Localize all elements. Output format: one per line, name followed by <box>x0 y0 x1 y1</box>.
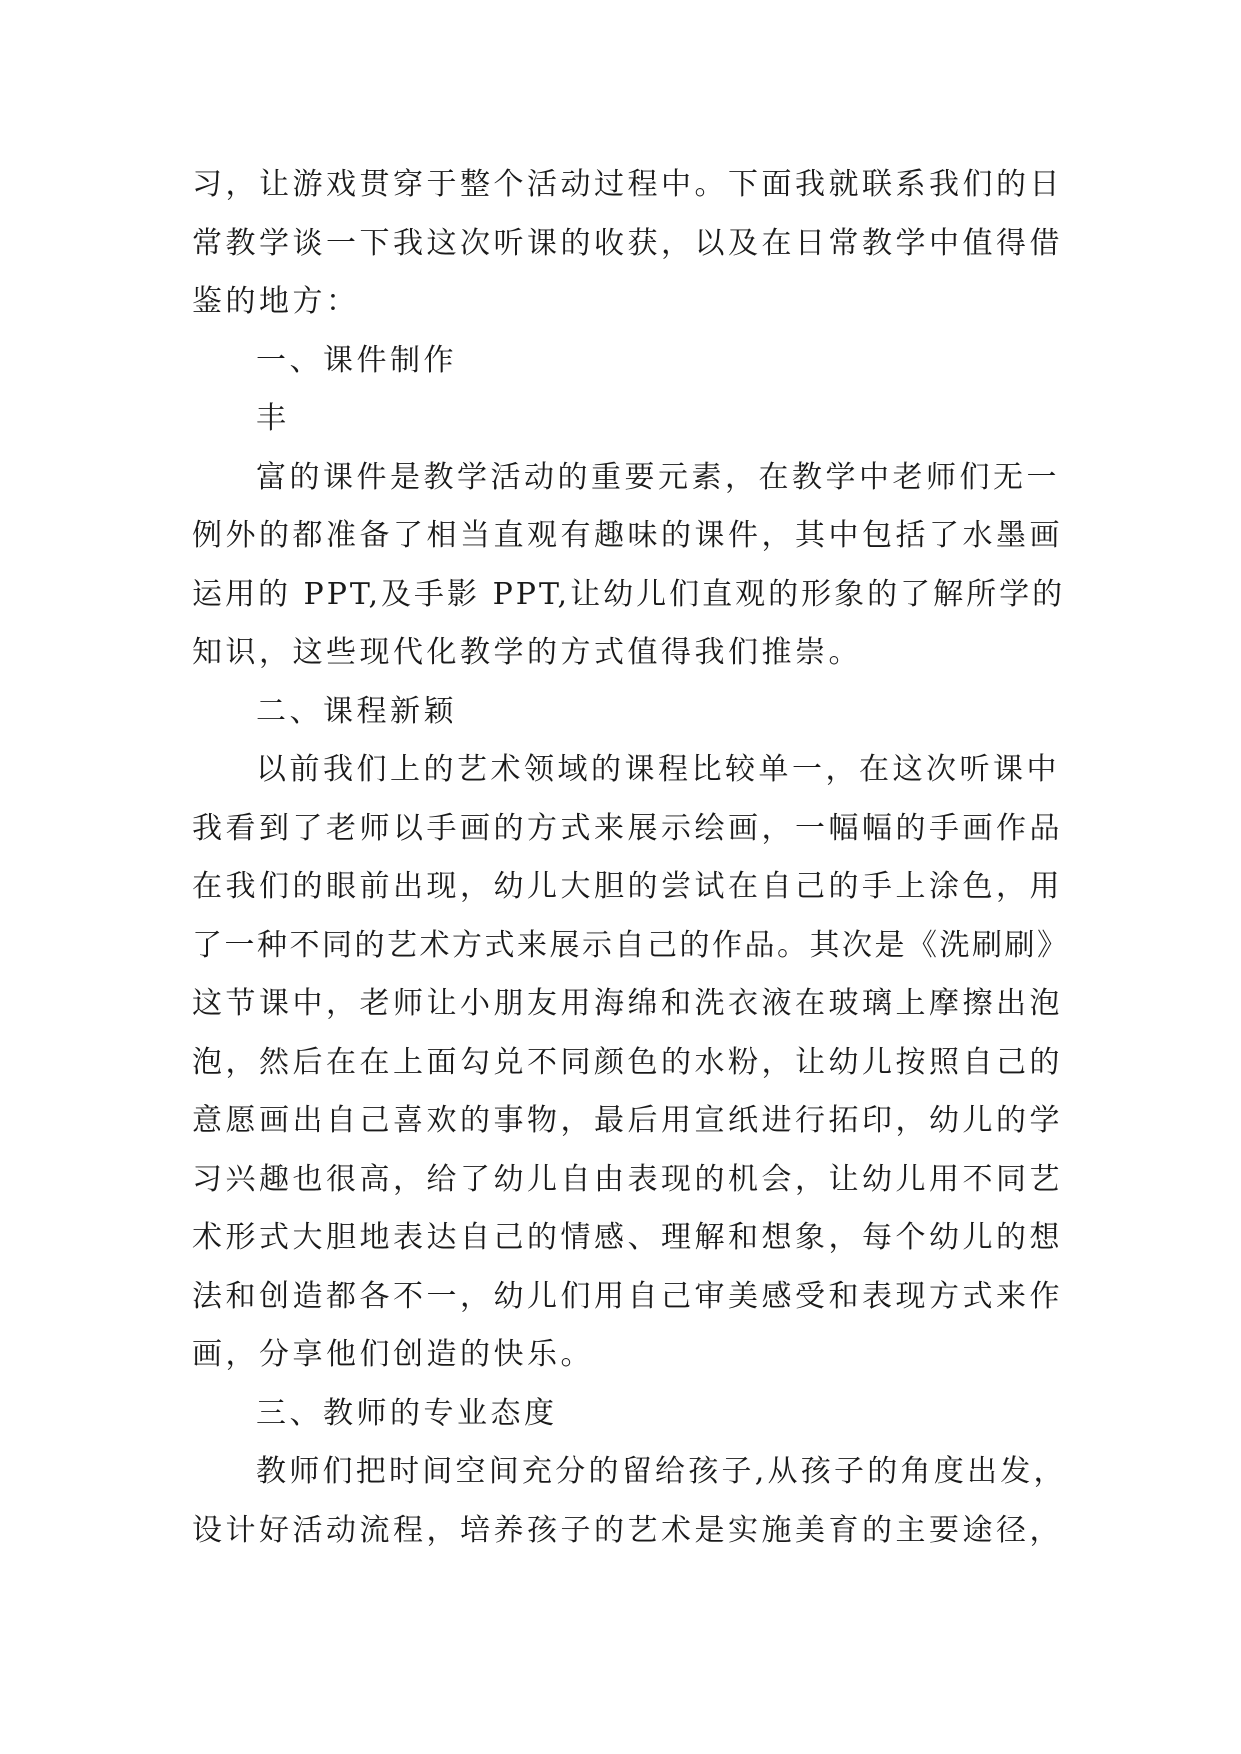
document-body <box>192 156 1070 1560</box>
text-line: 术形式大胆地表达自己的情感、理解和想象，每个幼儿的想 <box>192 1220 1063 1255</box>
text-line: 设计好活动流程，培养孩子的艺术是实施美育的主要途径， <box>192 1512 1063 1548</box>
text-line: 画，分享他们创造的快乐。 <box>192 1337 594 1372</box>
text-line: 泡，然后在在上面勾兑不同颜色的水粉，让幼儿按照自己的 <box>192 1044 1063 1080</box>
text-line: 了一种不同的艺术方式来展示自己的作品。其次是《洗刷刷》 <box>192 927 1070 963</box>
text-line: 法和创造都各不一，幼儿们用自己审美感受和表现方式来作 <box>192 1278 1063 1314</box>
text-line: 例外的都准备了相当直观有趣味的课件，其中包括了水墨画 <box>192 518 1063 553</box>
text-line: 在我们的眼前出现，幼儿大胆的尝试在自己的手上涂色，用 <box>192 869 1063 904</box>
text-line: 三、教师的专业态度 <box>256 1395 558 1431</box>
text-line: 二、课程新颖 <box>256 693 457 729</box>
text-line: 知识，这些现代化教学的方式值得我们推崇。 <box>192 635 862 670</box>
text-line: 鉴的地方： <box>192 284 360 319</box>
text-line: 我看到了老师以手画的方式来展示绘画，一幅幅的手画作品 <box>192 810 1063 846</box>
text-line: 常教学谈一下我这次听课的收获，以及在日常教学中值得借 <box>192 225 1063 261</box>
text-line: 习兴趣也很高，给了幼儿自由表现的机会，让幼儿用不同艺 <box>192 1161 1063 1197</box>
text-line: 教师们把时间空间充分的留给孩子,从孩子的角度出发， <box>256 1454 1067 1489</box>
text-line: 以前我们上的艺术领域的课程比较单一，在这次听课中 <box>256 752 1060 787</box>
text-line: 丰 <box>256 401 290 436</box>
text-line: 习，让游戏贯穿于整个活动过程中。下面我就联系我们的日 <box>192 167 1063 202</box>
text-line: 一、课件制作 <box>256 342 457 378</box>
text-line: 这节课中，老师让小朋友用海绵和洗衣液在玻璃上摩擦出泡 <box>192 986 1063 1021</box>
text-line: 意愿画出自己喜欢的事物，最后用宣纸进行拓印，幼儿的学 <box>192 1103 1063 1138</box>
text-line: 富的课件是教学活动的重要元素，在教学中老师们无一 <box>256 459 1060 495</box>
text-line: 运用的 PPT,及手影 PPT,让幼儿们直观的形象的了解所学的 <box>192 576 1066 612</box>
